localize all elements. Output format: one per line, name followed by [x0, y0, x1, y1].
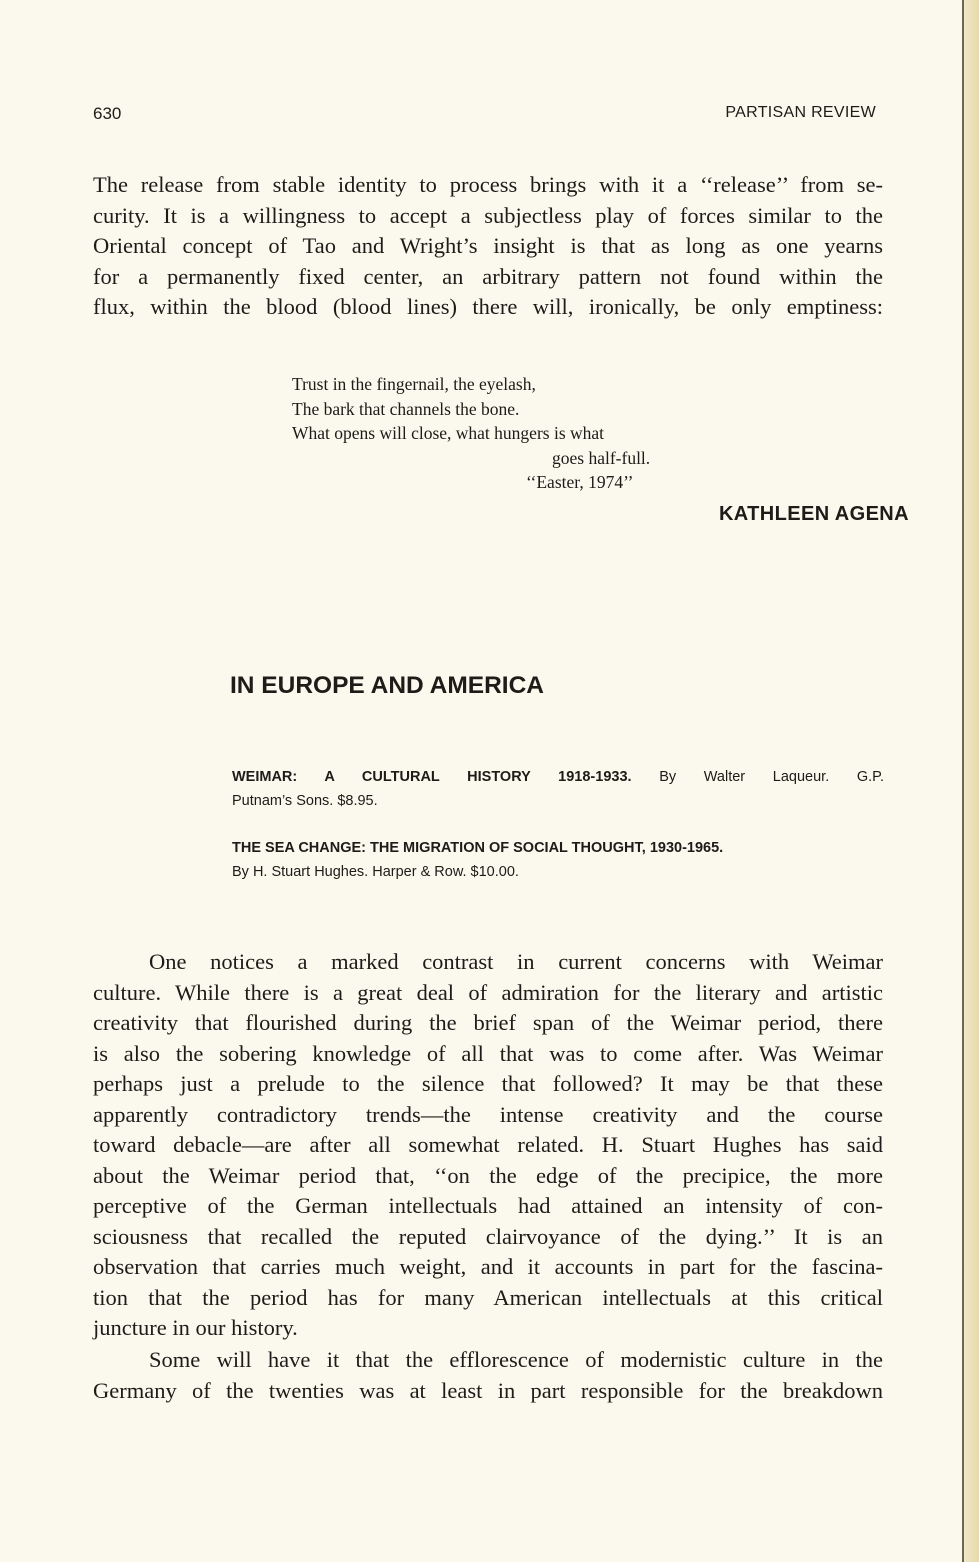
text-line: is also the sobering knowledge of all that was to come after. Was Weimar: [93, 1040, 883, 1066]
text-line: observation that carries much weight, and it accounts in part for the fascina-: [93, 1254, 883, 1279]
running-title: PARTISAN REVIEW: [725, 104, 876, 121]
book-details: By Walter Laqueur. G.P.: [659, 769, 885, 785]
section-title: IN EUROPE AND AMERICA: [230, 672, 544, 699]
text-line: creativity that flourished during the brief span of the Weimar period, there: [93, 1010, 883, 1035]
text-line: culture. While there is a great deal of admiration for the literary and artistic: [93, 979, 883, 1005]
text-line: The release from stable identity to process brings with it a ‘‘release’’ from se-: [93, 172, 883, 197]
paragraph-2: [93, 947, 883, 1344]
book-details: Putnam’s Sons. $8.95.: [232, 792, 378, 809]
text-line: juncture in our history.: [93, 1315, 298, 1340]
text-line: Germany of the twenties was at least in part responsible for the breakdown: [93, 1377, 883, 1403]
book-entry: [232, 766, 884, 813]
page-edge: [962, 0, 979, 1562]
text-line: toward debacle—are after all somewhat related. H. Stuart Hughes has said: [93, 1132, 883, 1157]
text-line: flux, within the blood (blood lines) there will, ironically, be only emptiness:: [93, 294, 883, 319]
text-line: Oriental concept of Tao and Wright’s insight is that as long as one yearns: [93, 233, 883, 258]
text-line: Some will have it that the efflorescence of modernistic culture in the: [149, 1347, 883, 1372]
text-line: tion that the period has for many American intellectuals at this critical: [93, 1284, 883, 1310]
text-line: about the Weimar period that, ‘‘on the edge of the precipice, the more: [93, 1162, 883, 1188]
text-line: One notices a marked contrast in current concerns with Weimar: [149, 949, 883, 974]
review-author: KATHLEEN AGENA: [718, 503, 909, 525]
book-details: By H. Stuart Hughes. Harper & Row. $10.00.: [232, 863, 519, 880]
text-line: perhaps just a prelude to the silence that followed? It may be that these: [93, 1071, 883, 1096]
poem-line: What opens will close, what hungers is what: [292, 423, 605, 443]
poem-line: Trust in the fingernail, the eyelash,: [292, 374, 536, 394]
page-number: 630: [93, 104, 122, 123]
poem-runover: goes half-full.: [552, 447, 651, 468]
book-title: WEIMAR: A CULTURAL HISTORY 1918-1933.: [232, 769, 632, 785]
text-line: sciousness that recalled the reputed clairvoyance of the dying.’’ It is an: [93, 1223, 883, 1249]
poem-quotation: [292, 372, 650, 495]
text-line: perceptive of the German intellectuals had attained an intensity of con-: [93, 1193, 883, 1218]
text-line: curity. It is a willingness to accept a subjectless play of forces similar to the: [93, 202, 883, 228]
paragraph-1: [93, 170, 883, 323]
poem-source: ‘‘Easter, 1974’’: [526, 472, 634, 492]
text-line: for a permanently fixed center, an arbitrary pattern not found within the: [93, 263, 883, 289]
text-line: apparently contradictory trends—the intense creativity and the course: [93, 1101, 883, 1127]
poem-line: The bark that channels the bone.: [292, 398, 520, 419]
book-title: THE SEA CHANGE: THE MIGRATION OF SOCIAL THOUGHT, 1930-1965.: [232, 840, 724, 856]
paragraph-3: [93, 1345, 883, 1406]
book-entry: [232, 837, 884, 884]
